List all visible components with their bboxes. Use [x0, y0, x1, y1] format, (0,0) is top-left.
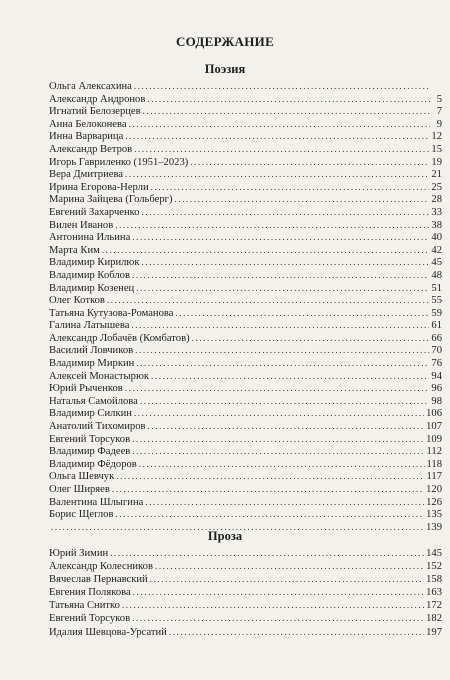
page-number: 158 [426, 574, 442, 586]
toc-entry [49, 496, 442, 509]
toc-entry [49, 420, 442, 433]
author-name: Алексей Монастырюк [49, 370, 150, 382]
toc-entry [49, 332, 442, 345]
page-number: 197 [426, 626, 442, 638]
page-number: 139 [426, 521, 442, 533]
toc-entry [49, 319, 442, 332]
author-name: Владимир Кирилюк [49, 257, 140, 269]
author-name: Ирина Егорова-Нерли [49, 181, 149, 193]
author-name: Галина Латышева [49, 320, 130, 332]
toc-entry [49, 219, 442, 232]
toc-entry [49, 357, 442, 370]
author-name: Владимир Фадеев [49, 446, 131, 458]
author-name: Евгений Захарченко [49, 206, 140, 218]
toc-entry [49, 156, 442, 169]
leader-dots [143, 105, 430, 118]
page-number: 19 [431, 156, 442, 168]
author-name: Евгений Торсуков [49, 433, 131, 445]
toc-entry [49, 244, 442, 257]
page-number: 42 [431, 244, 442, 256]
leader-dots [136, 282, 429, 295]
page-number: 120 [426, 484, 442, 495]
author-name: Игнатий Белозерцев [49, 106, 141, 118]
toc-entry [49, 105, 442, 118]
page-number: 59 [431, 307, 442, 319]
author-name: Вера Дмитриева [49, 169, 124, 181]
leader-dots [151, 370, 429, 383]
page-number: 76 [431, 358, 442, 370]
page-number: 25 [431, 181, 442, 193]
toc-entry [49, 231, 442, 244]
author-name: Антонина Ильина [49, 232, 131, 244]
leader-dots [110, 547, 424, 560]
author-name: Анатолий Тихомиров [49, 421, 146, 433]
toc-entry [49, 181, 442, 194]
toc-entry [49, 626, 442, 639]
page-number: 96 [431, 383, 442, 395]
toc-list-prose [49, 547, 442, 639]
leader-dots [132, 433, 424, 446]
author-name: Татьяна Снитко [49, 600, 120, 612]
toc-entry [49, 118, 442, 131]
toc-entry [49, 586, 442, 599]
toc-entry [49, 143, 442, 156]
toc-entry [49, 573, 442, 586]
leader-dots [150, 573, 424, 586]
leader-dots [175, 193, 430, 206]
leader-dots [107, 294, 430, 307]
toc-entry [49, 560, 442, 573]
page-number: 126 [426, 496, 442, 508]
leader-dots [132, 445, 424, 458]
author-name: Олег Ширяев [49, 484, 110, 495]
author-name: Владимир Козенец [49, 282, 135, 294]
author-name: Идалия Шевцова-Урсатий [49, 626, 167, 638]
leader-dots [116, 470, 424, 483]
leader-dots [190, 156, 429, 169]
toc-entry [49, 307, 442, 320]
leader-dots [132, 269, 429, 282]
author-name: Вилен Иванов [49, 219, 114, 231]
leader-dots [145, 496, 424, 509]
page-number: 118 [426, 458, 442, 470]
page-number: 172 [426, 600, 442, 612]
leader-dots [141, 256, 429, 269]
author-name: Евгений Торсуков [49, 613, 131, 625]
leader-dots [115, 508, 424, 521]
page-number: 107 [426, 421, 442, 433]
toc-entry [49, 483, 442, 496]
leader-dots [135, 344, 429, 357]
page-number: 70 [431, 345, 442, 357]
toc-entry [49, 168, 442, 181]
author-name: Александр Ветров [49, 143, 133, 155]
page-number: 48 [431, 269, 442, 281]
page-number: 145 [426, 548, 442, 559]
leader-dots [155, 560, 424, 573]
page-number: 182 [426, 613, 442, 625]
page-number: 55 [431, 295, 442, 307]
author-name: Анна Белоконева [49, 118, 127, 130]
leader-dots [132, 612, 424, 625]
author-name: Василий Ловчиков [49, 345, 134, 357]
author-name: Наталья Самойлова [49, 395, 138, 407]
page-number: 109 [426, 433, 442, 445]
toc-entry [49, 547, 442, 560]
page-number: 152 [426, 561, 442, 573]
page-number: 94 [431, 370, 442, 382]
page-number: 5 [436, 93, 442, 105]
author-name: Юрий Рыченков [49, 383, 123, 395]
leader-dots [134, 143, 429, 156]
page-number: 33 [431, 206, 442, 218]
toc-entry [49, 599, 442, 612]
toc-entry [49, 80, 442, 93]
author-name: Валентина Шлыгина [49, 496, 144, 508]
leader-dots [122, 599, 424, 612]
author-name: Владимир Фёдоров [49, 458, 137, 470]
leader-dots [102, 244, 430, 257]
leader-dots [192, 332, 430, 345]
leader-dots [112, 483, 424, 496]
section-heading-poetry: Поэзия [204, 62, 246, 76]
leader-dots [175, 307, 429, 320]
leader-dots [125, 168, 429, 181]
page-number: 7 [436, 106, 442, 118]
page-title: СОДЕРЖАНИЕ [175, 34, 275, 49]
leader-dots [125, 130, 429, 143]
toc-entry [49, 93, 442, 106]
leader-dots [131, 319, 429, 332]
author-name: Владимир Коблов [49, 269, 130, 281]
toc-entry [49, 193, 442, 206]
page-number: 9 [436, 118, 442, 130]
toc-entry [49, 294, 442, 307]
leader-dots [132, 231, 429, 244]
toc-entry [49, 282, 442, 295]
page-number: 163 [426, 587, 442, 599]
toc-entry [49, 395, 442, 408]
author-name: Татьяна Кутузова-Романова [49, 307, 174, 319]
author-name: Ольга Шевчук [49, 471, 115, 483]
toc-entry [49, 130, 442, 143]
page-number: 117 [426, 471, 442, 483]
author-name: Марина Зайцева (Гольберг) [49, 194, 173, 206]
toc-entry [49, 470, 442, 483]
author-name: Марта Ким [49, 244, 100, 256]
leader-dots [129, 118, 430, 131]
leader-dots [134, 80, 430, 93]
leader-dots [169, 626, 424, 639]
page-number: 66 [431, 332, 442, 344]
toc-list-poetry [49, 80, 442, 533]
toc-entry [49, 382, 442, 395]
author-name: Евгения Полякова [49, 587, 131, 599]
page-number: 45 [431, 257, 442, 269]
toc-entry [49, 458, 442, 471]
author-name: Александр Лобачёв (Комбатов) [49, 332, 190, 344]
page-number: 135 [426, 509, 442, 521]
page-number: 98 [431, 395, 442, 407]
toc-entry [49, 344, 442, 357]
author-name: Юрий Зимин [49, 548, 109, 559]
page-number: 15 [431, 143, 442, 155]
leader-dots [115, 219, 429, 232]
page-number: 112 [426, 446, 442, 458]
author-name: Ольга Алексахина [49, 81, 132, 92]
author-name: Александр Колесников [49, 561, 153, 573]
author-name: Олег Котков [49, 295, 105, 307]
toc-entry [49, 269, 442, 282]
author-name: Игорь Гавриленко (1951–2023) [49, 156, 189, 168]
leader-dots [125, 382, 430, 395]
page-number: 40 [431, 232, 442, 244]
leader-dots [134, 407, 424, 420]
leader-dots [140, 395, 430, 408]
toc-entry [49, 370, 442, 383]
page-number: 61 [431, 320, 442, 332]
page-number: 51 [431, 282, 442, 294]
toc-entry [49, 256, 442, 269]
leader-dots [142, 206, 430, 219]
toc-entry [49, 206, 442, 219]
toc-entry [49, 407, 442, 420]
leader-dots [136, 357, 429, 370]
author-name: Инна Варварица [49, 131, 124, 143]
author-name: Александр Андронов [49, 93, 146, 105]
author-name: Вячеслав Пернавский [49, 574, 148, 586]
toc-entry [49, 433, 442, 446]
author-name: Владимир Силкин [49, 408, 132, 420]
page-number: 38 [431, 219, 442, 231]
page-number: 12 [431, 131, 442, 143]
author-name: Владимир Миркин [49, 358, 135, 370]
leader-dots [139, 458, 425, 471]
page-number: 28 [431, 194, 442, 206]
toc-entry [49, 445, 442, 458]
page-number: 21 [431, 169, 442, 181]
section-heading-prose: Проза [207, 529, 243, 543]
toc-entry [49, 612, 442, 625]
leader-dots [151, 181, 430, 194]
page-number: 106 [426, 408, 442, 420]
author-name: Борис Щеглов [49, 509, 114, 521]
leader-dots [148, 420, 425, 433]
leader-dots [147, 93, 430, 106]
leader-dots [133, 586, 424, 599]
toc-entry [49, 508, 442, 521]
